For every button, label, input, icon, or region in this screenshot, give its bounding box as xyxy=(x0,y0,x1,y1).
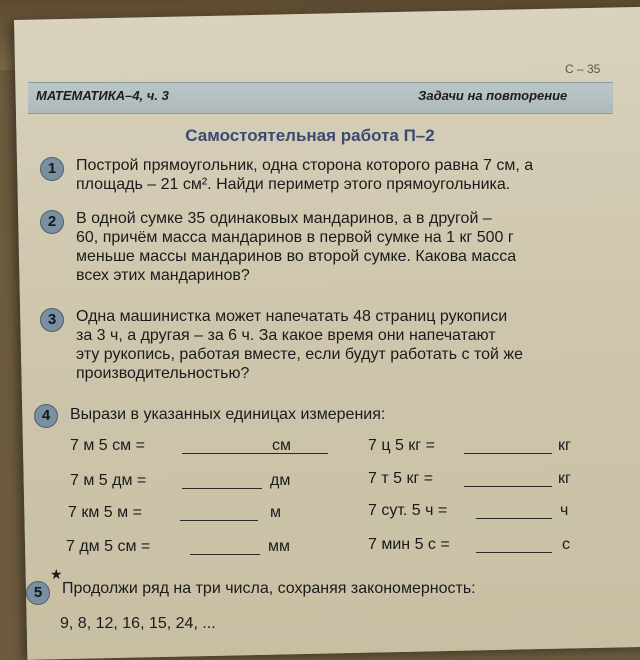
conversion-expr: 7 мин 5 с = xyxy=(368,536,450,553)
answer-blank[interactable] xyxy=(190,554,260,555)
task-4-text: Вырази в указанных единицах измерения: xyxy=(70,406,386,423)
conversion-unit: кг xyxy=(558,437,571,454)
task-number-2: 2 xyxy=(40,210,64,234)
conversion-expr: 7 т 5 кг = xyxy=(368,470,434,487)
answer-blank[interactable] xyxy=(464,486,552,487)
conversion-unit: м xyxy=(270,504,281,521)
number-sequence: 9, 8, 12, 16, 15, 24, ... xyxy=(60,615,216,632)
conversion-unit: ч xyxy=(560,502,569,519)
conversion-unit: кг xyxy=(558,470,571,487)
answer-blank[interactable] xyxy=(464,453,552,454)
answer-blank[interactable] xyxy=(182,453,328,454)
task-5-text: Продолжи ряд на три числа, сохраняя закономерность: xyxy=(62,580,476,597)
task-number-1: 1 xyxy=(40,157,64,181)
star-icon: ★ xyxy=(50,566,63,582)
task-1-text: Построй прямоугольник, одна сторона которого равна 7 см, а площадь – 21 см². Найди периметр этого прямоугольника. xyxy=(76,157,534,193)
task-number-5: 5 xyxy=(26,581,50,605)
task-2-text: В одной сумке 35 одинаковых мандаринов, а в другой – 60, причём масса мандаринов в первой сумке на 1 кг 500 г меньше массы мандаринов во второй сумке. Какова масса всех этих мандаринов? xyxy=(76,210,517,284)
conversion-expr: 7 м 5 см = xyxy=(70,437,145,454)
task-number-4: 4 xyxy=(34,404,58,428)
conversion-unit: с xyxy=(562,536,570,553)
header-subject: МАТЕМАТИКА–4, ч. 3 xyxy=(36,88,169,103)
conversion-expr: 7 ц 5 кг = xyxy=(368,437,435,454)
page-title: Самостоятельная работа П–2 xyxy=(185,126,435,145)
header-section: Задачи на повторение xyxy=(418,88,568,103)
conversion-expr: 7 дм 5 см = xyxy=(66,538,151,555)
page-number: С – 35 xyxy=(565,62,601,76)
task-3-text: Одна машинистка может напечатать 48 страниц рукописи за 3 ч, а другая – за 6 ч. За какое время они напечатают эту рукопись, работая вместе, если будут работать с той же производительностью? xyxy=(76,308,524,382)
answer-blank[interactable] xyxy=(182,488,262,489)
conversion-unit: см xyxy=(272,437,291,454)
answer-blank[interactable] xyxy=(476,552,552,553)
answer-blank[interactable] xyxy=(476,518,552,519)
conversion-expr: 7 м 5 дм = xyxy=(70,472,147,489)
conversion-unit: мм xyxy=(268,538,290,555)
answer-blank[interactable] xyxy=(180,520,258,521)
conversion-expr: 7 сут. 5 ч = xyxy=(368,502,448,519)
conversion-unit: дм xyxy=(270,472,291,489)
task-number-3: 3 xyxy=(40,308,64,332)
conversion-expr: 7 км 5 м = xyxy=(68,504,142,521)
